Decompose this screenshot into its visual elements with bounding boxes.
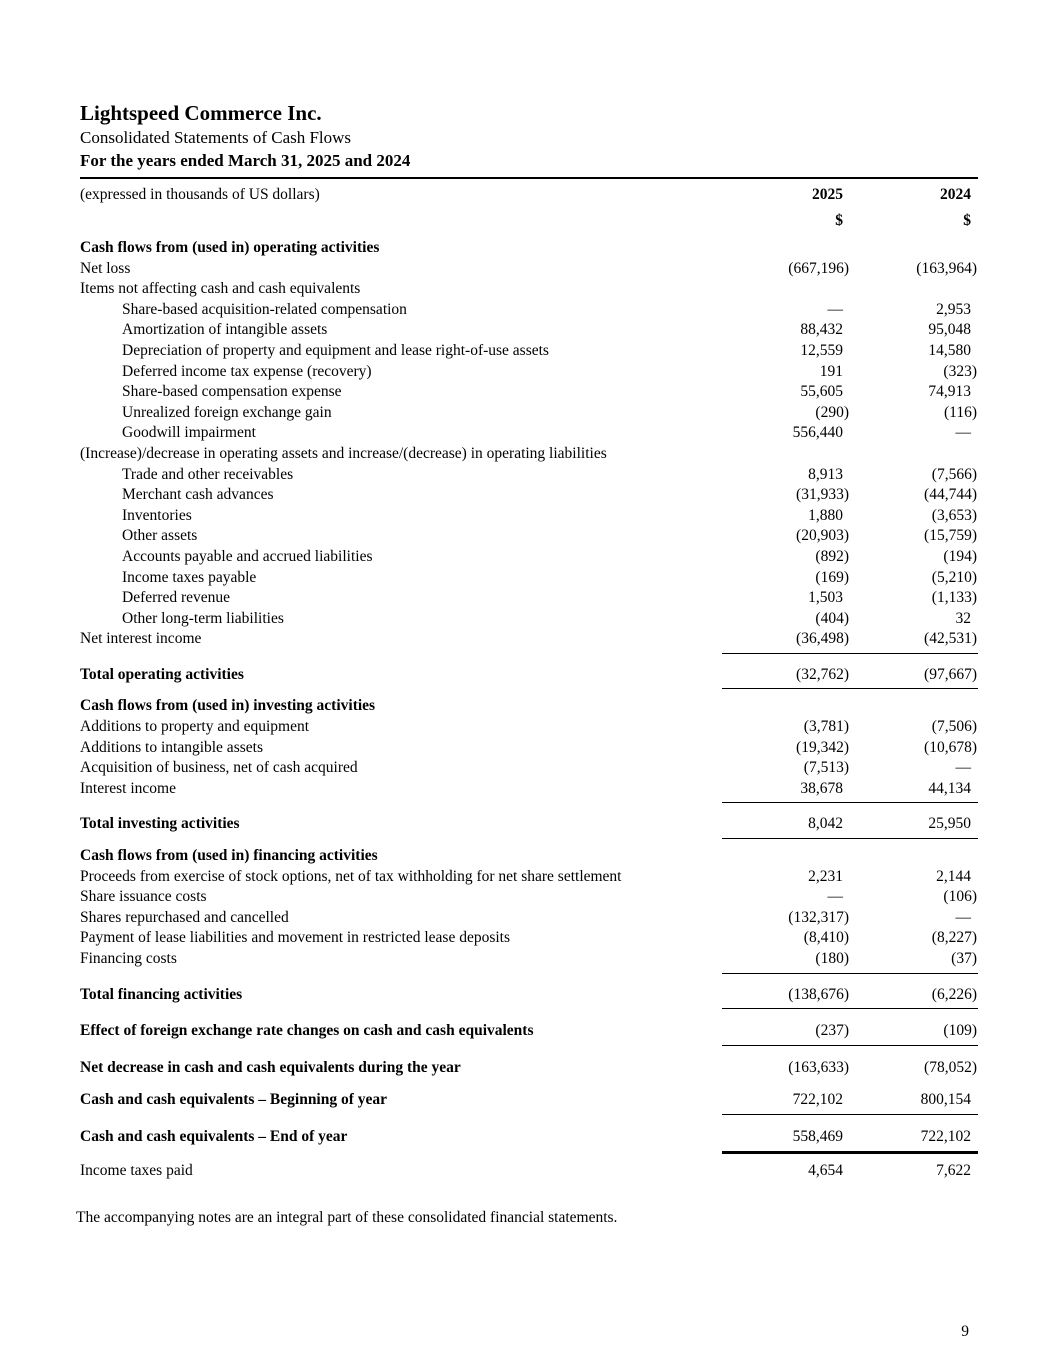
value-2025: (138,676) xyxy=(788,985,849,1003)
value-2024: (3,653) xyxy=(931,506,977,524)
row-label: Share-based compensation expense xyxy=(122,383,342,401)
value-2025: 2,231 xyxy=(808,867,843,885)
value-2025: 191 xyxy=(819,362,843,380)
row-label: Share issuance costs xyxy=(80,888,207,906)
statement-row xyxy=(80,485,978,506)
value-2025 xyxy=(722,846,850,867)
statement-row xyxy=(80,928,978,949)
value-2024: 32 xyxy=(955,609,971,627)
statement-row xyxy=(80,985,978,1010)
statement-row xyxy=(80,526,978,547)
row-label: Additions to intangible assets xyxy=(80,738,263,756)
value-2025: 55,605 xyxy=(800,383,843,401)
row-label: Unrealized foreign exchange gain xyxy=(122,403,332,421)
row-label: Items not affecting cash and cash equivalents xyxy=(80,280,361,298)
statement-row xyxy=(80,279,978,300)
statement-row xyxy=(80,568,978,589)
value-2025: (31,933) xyxy=(796,486,849,504)
value-2024: (109) xyxy=(943,1022,977,1040)
value-2024: 25,950 xyxy=(928,815,971,833)
row-label: Cash flows from (used in) operating activities xyxy=(80,239,380,256)
statement-row xyxy=(80,259,978,280)
statement-row xyxy=(80,300,978,321)
value-2024: (163,964) xyxy=(916,259,977,277)
value-2025: 556,440 xyxy=(792,424,843,442)
value-2025 xyxy=(722,696,850,717)
statement-row xyxy=(80,846,978,867)
row-label: Total operating activities xyxy=(80,665,244,683)
row-label: Total financing activities xyxy=(80,985,243,1003)
row-label: Other long-term liabilities xyxy=(122,609,284,627)
currency-symbol-2025: $ xyxy=(835,212,843,229)
statement-row xyxy=(80,908,978,929)
statement-row xyxy=(80,887,978,908)
value-2024: — xyxy=(955,759,971,777)
value-2025: (20,903) xyxy=(796,527,849,545)
value-2025: — xyxy=(827,300,843,318)
value-2025: (32,762) xyxy=(796,665,849,683)
currency-symbol-2024: $ xyxy=(963,212,971,229)
value-2025: (19,342) xyxy=(796,738,849,756)
value-2025: (237) xyxy=(815,1022,849,1040)
statement-title: Consolidated Statements of Cash Flows xyxy=(80,128,352,147)
row-label: Cash flows from (used in) investing activities xyxy=(80,697,376,715)
statement-row xyxy=(80,758,978,779)
value-2025: 4,654 xyxy=(808,1161,843,1179)
statement-row xyxy=(80,547,978,568)
value-2025: (3,781) xyxy=(803,718,849,736)
row-label: Income taxes payable xyxy=(122,568,257,586)
value-2024: (15,759) xyxy=(924,527,977,545)
units-note: (expressed in thousands of US dollars) xyxy=(80,186,320,203)
column-header-row xyxy=(80,184,978,205)
statement-row xyxy=(80,403,978,424)
value-2025: (290) xyxy=(815,403,849,421)
value-2024: (7,506) xyxy=(931,718,977,736)
statement-row xyxy=(80,779,978,804)
value-2024: 74,913 xyxy=(928,383,971,401)
row-label: Share-based acquisition-related compensation xyxy=(122,300,407,318)
row-label: Merchant cash advances xyxy=(122,486,274,504)
currency-row xyxy=(80,210,978,231)
statement-row xyxy=(80,382,978,403)
row-label: Shares repurchased and cancelled xyxy=(80,908,289,926)
statement-row xyxy=(80,629,978,654)
value-2024: (44,744) xyxy=(924,486,977,504)
value-2025: — xyxy=(827,888,843,906)
row-label: Effect of foreign exchange rate changes on cash and cash equivalents xyxy=(80,1022,534,1040)
column-header-2025: 2025 xyxy=(812,186,843,203)
value-2024 xyxy=(850,279,978,300)
value-2025: 722,102 xyxy=(792,1091,843,1109)
value-2024: (42,531) xyxy=(924,630,977,648)
statement-row xyxy=(80,506,978,527)
row-label: Net loss xyxy=(80,259,131,277)
statement-row xyxy=(80,238,978,259)
row-label: Other assets xyxy=(122,527,198,545)
statement-row xyxy=(80,423,978,444)
value-2024 xyxy=(850,696,978,717)
row-label: Deferred income tax expense (recovery) xyxy=(122,362,372,380)
row-label: Total investing activities xyxy=(80,815,240,833)
value-2025: 8,913 xyxy=(808,465,843,483)
row-label: Cash flows from (used in) financing activities xyxy=(80,847,378,865)
statement-row xyxy=(80,814,978,839)
row-label: Goodwill impairment xyxy=(122,424,256,442)
row-label: Interest income xyxy=(80,779,176,797)
row-label: Deferred revenue xyxy=(122,589,230,607)
statement-row xyxy=(80,1021,978,1046)
value-2024: (10,678) xyxy=(924,738,977,756)
statement-row xyxy=(80,341,978,362)
value-2025: 88,432 xyxy=(800,321,843,339)
value-2025: (132,317) xyxy=(788,908,849,926)
value-2024: (106) xyxy=(943,888,977,906)
value-2024: 2,144 xyxy=(936,867,971,885)
company-name: Lightspeed Commerce Inc. xyxy=(80,101,322,125)
value-2025: (8,410) xyxy=(803,929,849,947)
row-label: Trade and other receivables xyxy=(122,465,294,483)
row-label: (Increase)/decrease in operating assets and increase/(decrease) in operating liabilities xyxy=(80,444,607,462)
value-2024 xyxy=(850,444,978,465)
value-2024: 2,953 xyxy=(936,300,971,318)
row-label: Accounts payable and accrued liabilities xyxy=(122,547,373,565)
statement-row xyxy=(80,444,978,465)
value-2024: (97,667) xyxy=(924,665,977,683)
statement-row xyxy=(80,665,978,690)
value-2024: (7,566) xyxy=(931,465,977,483)
value-2025: (180) xyxy=(815,950,849,967)
row-label: Payment of lease liabilities and movement in restricted lease deposits xyxy=(80,929,511,947)
value-2024: (5,210) xyxy=(931,568,977,586)
value-2024: 14,580 xyxy=(928,341,971,359)
value-2025: 558,469 xyxy=(792,1127,843,1145)
value-2024: (37) xyxy=(951,950,977,967)
value-2025: (892) xyxy=(815,547,849,565)
value-2025: (169) xyxy=(815,568,849,586)
row-label: Net interest income xyxy=(80,630,202,648)
value-2024: (8,227) xyxy=(931,929,977,947)
statement-rows xyxy=(80,238,978,1181)
row-label: Acquisition of business, net of cash acquired xyxy=(80,759,358,777)
value-2024: (116) xyxy=(944,403,977,421)
statement-row xyxy=(80,717,978,738)
row-label: Proceeds from exercise of stock options, net of tax withholding for net share settlement xyxy=(80,867,622,885)
statement-row xyxy=(80,949,978,974)
value-2024: (78,052) xyxy=(924,1058,977,1076)
value-2024: — xyxy=(955,424,971,442)
statement-row xyxy=(80,867,978,888)
statement-row xyxy=(80,588,978,609)
value-2025: 1,880 xyxy=(808,506,843,524)
row-label: Additions to property and equipment xyxy=(80,718,310,736)
value-2025: (163,633) xyxy=(788,1058,849,1076)
value-2025: 8,042 xyxy=(808,815,843,833)
footnote: The accompanying notes are an integral part of these consolidated financial statements. xyxy=(76,1209,618,1227)
statement-row xyxy=(80,609,978,630)
value-2024: — xyxy=(955,908,971,926)
value-2024: 95,048 xyxy=(928,321,971,339)
statement-row xyxy=(80,1127,978,1154)
value-2024: (6,226) xyxy=(931,985,977,1003)
value-2025: (7,513) xyxy=(803,759,849,777)
value-2024: (194) xyxy=(943,547,977,565)
value-2024: 7,622 xyxy=(936,1161,971,1179)
value-2025: 12,559 xyxy=(800,341,843,359)
statement-row xyxy=(80,362,978,383)
page-number: 9 xyxy=(961,1323,969,1340)
value-2025: (36,498) xyxy=(796,630,849,648)
statement-row xyxy=(80,696,978,717)
statement-row xyxy=(80,320,978,341)
value-2024: (323) xyxy=(943,362,977,380)
value-2025: (667,196) xyxy=(788,259,849,277)
statement-row xyxy=(80,738,978,759)
statement-row xyxy=(80,1058,978,1079)
value-2024: 800,154 xyxy=(920,1091,971,1109)
row-label: Depreciation of property and equipment and lease right-of-use assets xyxy=(122,341,549,359)
value-2025: 1,503 xyxy=(808,589,843,607)
row-label: Amortization of intangible assets xyxy=(122,321,328,339)
value-2025 xyxy=(722,279,850,300)
statement-row xyxy=(80,1090,978,1115)
value-2025 xyxy=(722,444,850,465)
value-2024 xyxy=(850,238,978,259)
row-label: Cash and cash equivalents – End of year xyxy=(80,1127,348,1145)
row-label: Inventories xyxy=(122,506,192,524)
row-label: Income taxes paid xyxy=(80,1161,193,1179)
row-label: Financing costs xyxy=(80,950,177,967)
statement-row xyxy=(80,1161,978,1182)
value-2025: 38,678 xyxy=(800,779,843,797)
row-label: Net decrease in cash and cash equivalents during the year xyxy=(80,1058,461,1076)
column-header-2024: 2024 xyxy=(940,186,971,203)
period-line: For the years ended March 31, 2025 and 2024 xyxy=(80,149,978,179)
value-2024: 722,102 xyxy=(920,1127,971,1145)
value-2024 xyxy=(850,846,978,867)
statement-row xyxy=(80,465,978,486)
row-label: Cash and cash equivalents – Beginning of year xyxy=(80,1091,388,1109)
value-2025 xyxy=(722,238,850,259)
value-2024: 44,134 xyxy=(928,779,971,797)
value-2024: (1,133) xyxy=(931,589,977,607)
value-2025: (404) xyxy=(815,609,849,627)
